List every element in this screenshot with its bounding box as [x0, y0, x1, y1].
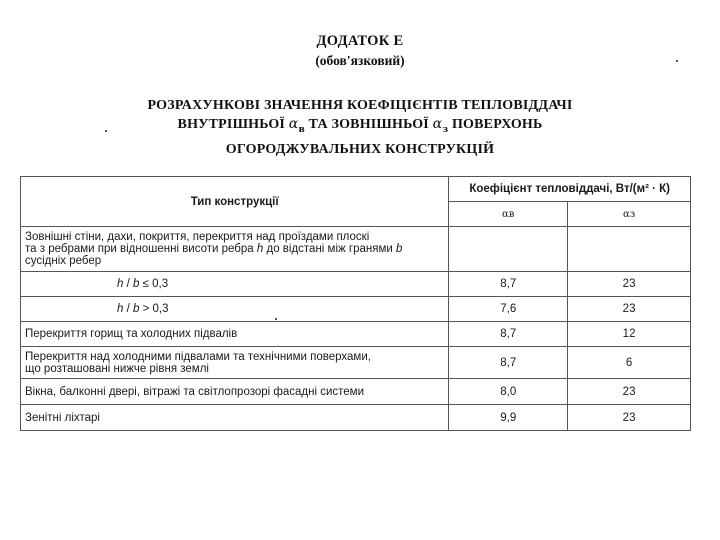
group-row-text: Зовнішні стіни, дахи, покриття, перекриття над проїздами плоскі та з ребрами при відношенні висоти ребра h до відстані між гранями b сусідніх ребер [21, 227, 449, 272]
appendix-title: ДОДАТОК Е [316, 33, 404, 49]
row-basement-av: 8,7 [449, 347, 568, 379]
sub-row-1-av: 8,7 [449, 272, 568, 297]
sub-row-1-az: 23 [568, 272, 691, 297]
group-row-az-empty [568, 227, 691, 272]
table-heading [60, 96, 660, 159]
table-row [21, 322, 691, 347]
table-row [21, 227, 691, 272]
heading-line-2-part-3: ПОВЕРХОНЬ [451, 117, 543, 132]
row-attic-av: 8,7 [449, 322, 568, 347]
heading-line-2-part-1: ВНУТРІШНЬОЇ [177, 117, 286, 132]
heading-line-1: РОЗРАХУНКОВІ ЗНАЧЕННЯ КОЕФІЦІЄНТІВ ТЕПЛОВІДДАЧІ [147, 98, 573, 113]
sub-row-2-av: 7,6 [449, 297, 568, 322]
appendix-subtitle: (обов'язковий) [315, 53, 405, 68]
table-row [21, 405, 691, 431]
row-windows-av: 8,0 [449, 379, 568, 405]
table-row [21, 347, 691, 379]
alpha-out-symbol: $\alpha_з$ [432, 116, 449, 135]
row-attic-az: 12 [568, 322, 691, 347]
row-windows-az: 23 [568, 379, 691, 405]
group-row-av-empty [449, 227, 568, 272]
row-skylights-type: Зенітні ліхтарі [21, 405, 449, 431]
row-skylights-az: 23 [568, 405, 691, 431]
row-skylights-av: 9,9 [449, 405, 568, 431]
heading-line-3: ОГОРОДЖУВАЛЬНИХ КОНСТРУКЦІЙ [225, 141, 495, 157]
heading-line-2-part-2: ТА ЗОВНІШНЬОЇ [308, 117, 429, 132]
scan-speck [676, 60, 678, 62]
sub-row-2-az: 23 [568, 297, 691, 322]
row-windows-type: Вікна, балконні двері, вітражі та світлопрозорі фасадні системи [21, 379, 449, 405]
table-row [21, 297, 691, 322]
coefficients-table [20, 176, 691, 431]
sub-row-2-label: h / b > 0,3 [21, 297, 449, 322]
alpha-in-symbol: $\alpha_в$ [288, 116, 305, 135]
scan-speck [275, 318, 277, 320]
col-alpha-in-header: αв [449, 202, 568, 227]
scan-speck [105, 130, 107, 132]
col-coef-header: Коефіцієнт тепловіддачі, Вт/(м² · К) [449, 177, 691, 202]
sub-row-1-label: h / b ≤ 0,3 [21, 272, 449, 297]
heading-line-2 [60, 115, 660, 140]
row-basement-az: 6 [568, 347, 691, 379]
row-attic-type: Перекриття горищ та холодних підвалів [21, 322, 449, 347]
row-basement-type: Перекриття над холодними підвалами та технічними поверхами, що розташовані нижче рівня землі [21, 347, 449, 379]
table-row [21, 272, 691, 297]
table-row [21, 379, 691, 405]
col-type-header: Тип конструкції [21, 177, 449, 227]
col-alpha-out-header: αз [568, 202, 691, 227]
